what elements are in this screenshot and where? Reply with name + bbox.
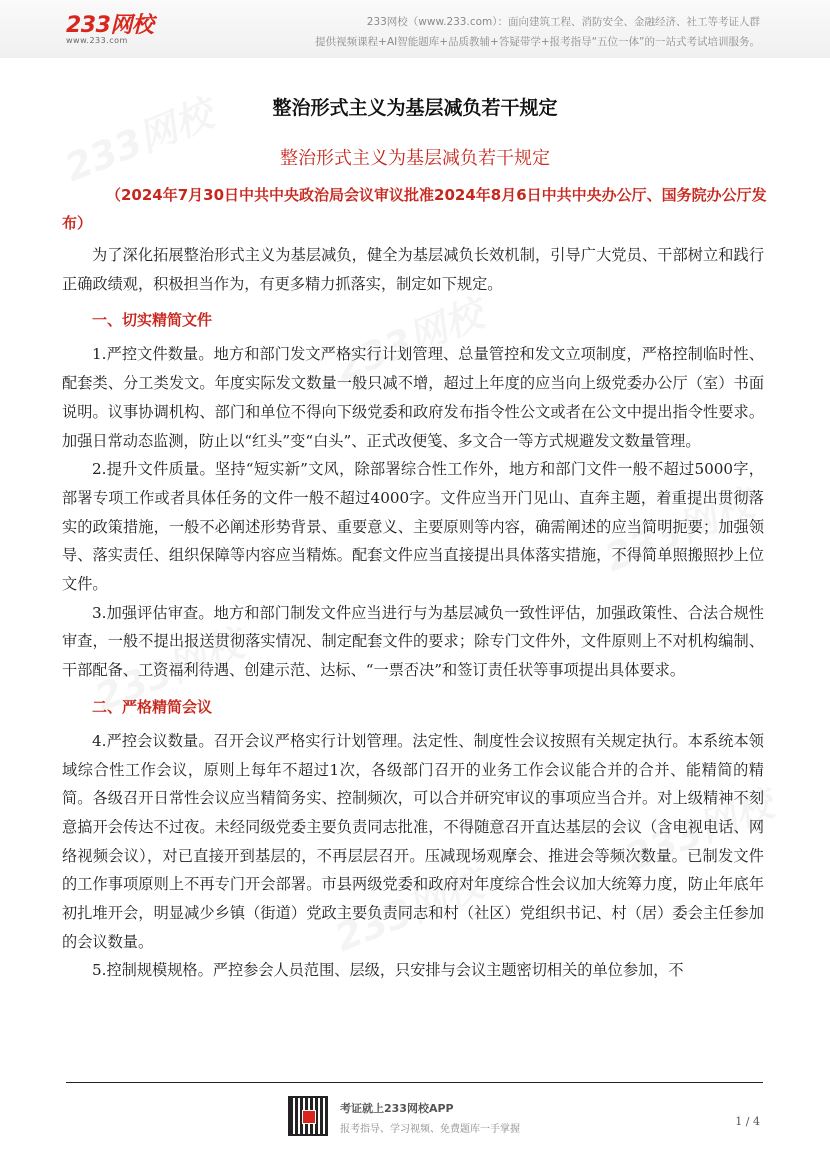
paragraph-4: 4.严控会议数量。召开会议严格实行计划管理。法定性、制度性会议按照有关规定执行。本系统本领域综合性工作会议，原则上每年不超过1次，各级部门召开的业务工作会议能合并的合并、能精简的精简。各级召开日常性会议应当精简务实、控制频次，可以合并研究审议的事项应当合并。对上级精神不刻意搞开会传达不过夜。未经同级党委主要负责同志批准，不得随意召开直达基层的会议（含电视电话、网络视频会议），对已直接开到基层的，不再层层召开。压减现场观摩会、推进会等频次数量。已制发文件的工作事项原则上不再专门开会部署。市县两级党委和政府对年度综合性会议加大统筹力度，防止年底年初扎堆开会，明显减少乡镇（街道）党政主要负责同志和村（社区）党组织书记、村（居）委会主任参加的会议数量。	[62, 731, 764, 951]
section-heading-2: 二、严格精简会议	[92, 697, 213, 716]
paragraph-5: 5.控制规模规格。严控参会人员范围、层级，只安排与会议主题密切相关的单位参加，不	[92, 961, 684, 980]
intro-paragraph: 为了深化拓展整治形式主义为基层减负，健全为基层减负长效机制，引导广大党员、干部树立和践行正确政绩观，积极担当作为，有更多精力抓落实，制定如下规定。	[62, 246, 764, 293]
site-header	[0, 0, 830, 58]
document-body	[62, 241, 764, 985]
footer-app-title: 考证就上233网校APP	[340, 1102, 454, 1115]
paragraph-1: 1.严控文件数量。地方和部门发文严格实行计划管理、总量管控和发文立项制度，严格控制临时性、配套类、分工类发文。年度实际发文数量一般只减不增，超过上年度的应当向上级党委办公厅（室）书面说明。议事协调机构、部门和单位不得向下级党委和政府发布指令性公文或者在公文中提出指令性要求。加强日常动态监测，防止以“红头”变“白头”、正式改便笺、多文合一等方式规避发文数量管理。	[62, 345, 764, 450]
paragraph-3: 3.加强评估审查。地方和部门制发文件应当进行与为基层减负一致性评估，加强政策性、合法合规性审查，一般不提出报送贯彻落实情况、制定配套文件的要求；除专门文件外，文件原则上不对机构编制、干部配备、工资福利待遇、创建示范、达标、“一票否决”和签订责任状等事项提出具体要求。	[62, 603, 764, 680]
footer-divider	[66, 1082, 763, 1083]
site-logo[interactable]	[66, 8, 153, 45]
issuance-note: （2024年7月30日中共中央政治局会议审议批准2024年8月6日中共中央办公厅、国务院办公厅发布）	[62, 186, 767, 232]
page-number: 1 / 4	[735, 1115, 760, 1128]
regulation-title: 整治形式主义为基层减负若干规定	[280, 148, 550, 169]
logo-text: 233网校	[66, 13, 154, 38]
qr-code-icon[interactable]	[288, 1096, 328, 1136]
paragraph-2: 2.提升文件质量。坚持“短实新”文风，除部署综合性工作外，地方和部门文件一般不超过5000字，部署专项工作或者具体任务的文件一般不超过4000字。文件应当开门见山、直奔主题，着重提出贯彻落实的政策措施，一般不必阐述形势背景、重要意义、主要原则等内容，确需阐述的应当简明扼要；加强领导、落实责任、组织保障等内容应当精炼。配套文件应当直接提出具体落实措施，不得简单照搬照抄上位文件。	[62, 460, 764, 594]
header-line-1: 233网校（www.233.com）：面向建筑工程、消防安全、金融经济、社工等考证人群	[366, 16, 760, 28]
header-description	[315, 12, 760, 52]
header-line-2: 提供视频课程+AI智能题库+品质教辅+答疑带学+报考指导“五位一体”的一站式考试培训服务。	[315, 36, 760, 48]
footer-app-promo	[340, 1100, 520, 1135]
document-title: 整治形式主义为基层减负若干规定	[272, 97, 558, 119]
section-heading-1: 一、切实精简文件	[92, 311, 213, 330]
footer-app-subtitle: 报考指导、学习视频、免费题库一手掌握	[340, 1124, 520, 1135]
logo-url: www.233.com	[66, 36, 128, 45]
